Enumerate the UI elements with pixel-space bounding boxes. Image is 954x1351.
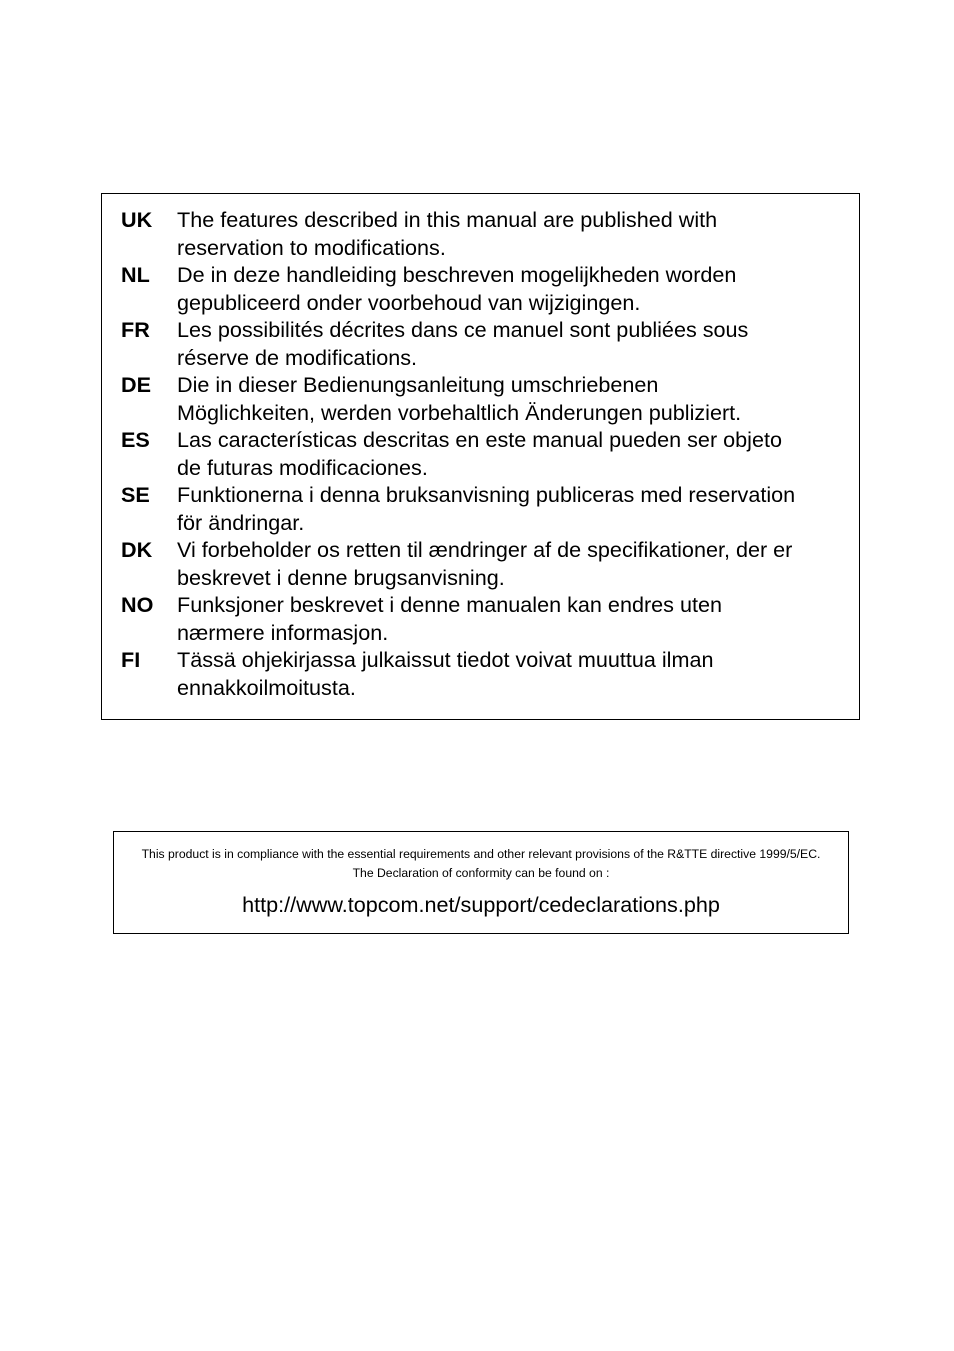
- language-code: NO: [121, 592, 154, 617]
- language-code: DE: [121, 372, 151, 397]
- language-code: DK: [121, 537, 153, 562]
- language-code: ES: [121, 427, 150, 452]
- language-code: SE: [121, 482, 150, 507]
- modification-notice-box: [101, 193, 860, 720]
- compliance-statement: [114, 845, 848, 883]
- notice-text: Vi forbeholder os retten til ændringer af de specifikationer, der er beskrevet i denne brugsanvisning.: [177, 537, 793, 590]
- notice-text: The features described in this manual are published with reservation to modifications.: [177, 207, 718, 260]
- declaration-url-link[interactable]: http://www.topcom.net/support/cedeclarations.php: [242, 892, 720, 917]
- notice-row-nl: [121, 261, 859, 316]
- notice-text: Funktionerna i denna bruksanvisning publiceras med reservation för ändringar.: [177, 482, 796, 535]
- language-code: NL: [121, 262, 150, 287]
- notice-row-es: [121, 426, 859, 481]
- language-code: FI: [121, 647, 141, 672]
- language-code: UK: [121, 207, 153, 232]
- compliance-statement-box: [113, 831, 849, 934]
- notice-text: Las características descritas en este manual pueden ser objeto de futuras modificaciones.: [177, 427, 782, 480]
- notice-row-fi: [121, 646, 859, 701]
- notice-row-dk: [121, 536, 859, 591]
- notice-row-de: [121, 371, 859, 426]
- language-code: FR: [121, 317, 150, 342]
- notice-row-fr: [121, 316, 859, 371]
- notice-row-no: [121, 591, 859, 646]
- notice-text: De in deze handleiding beschreven mogelijkheden worden gepubliceerd onder voorbehoud van wijzigingen.: [177, 262, 737, 315]
- notice-text: Tässä ohjekirjassa julkaissut tiedot voivat muuttua ilman ennakkoilmoitusta.: [177, 647, 714, 700]
- notice-row-se: [121, 481, 859, 536]
- notice-text: Funksjoner beskrevet i denne manualen kan endres uten nærmere informasjon.: [177, 592, 722, 645]
- notice-text: Die in dieser Bedienungsanleitung umschriebenen Möglichkeiten, werden vorbehaltlich Änderungen publiziert.: [177, 372, 742, 425]
- notice-row-uk: [121, 206, 859, 261]
- compliance-line-declaration: The Declaration of conformity can be found on :: [352, 866, 610, 880]
- notice-text: Les possibilités décrites dans ce manuel sont publiées sous réserve de modifications.: [177, 317, 749, 370]
- compliance-line-directive: This product is in compliance with the essential requirements and other relevant provisions of the R&TTE directive 1999/5/EC.: [141, 847, 821, 861]
- language-notice-list: [121, 206, 859, 701]
